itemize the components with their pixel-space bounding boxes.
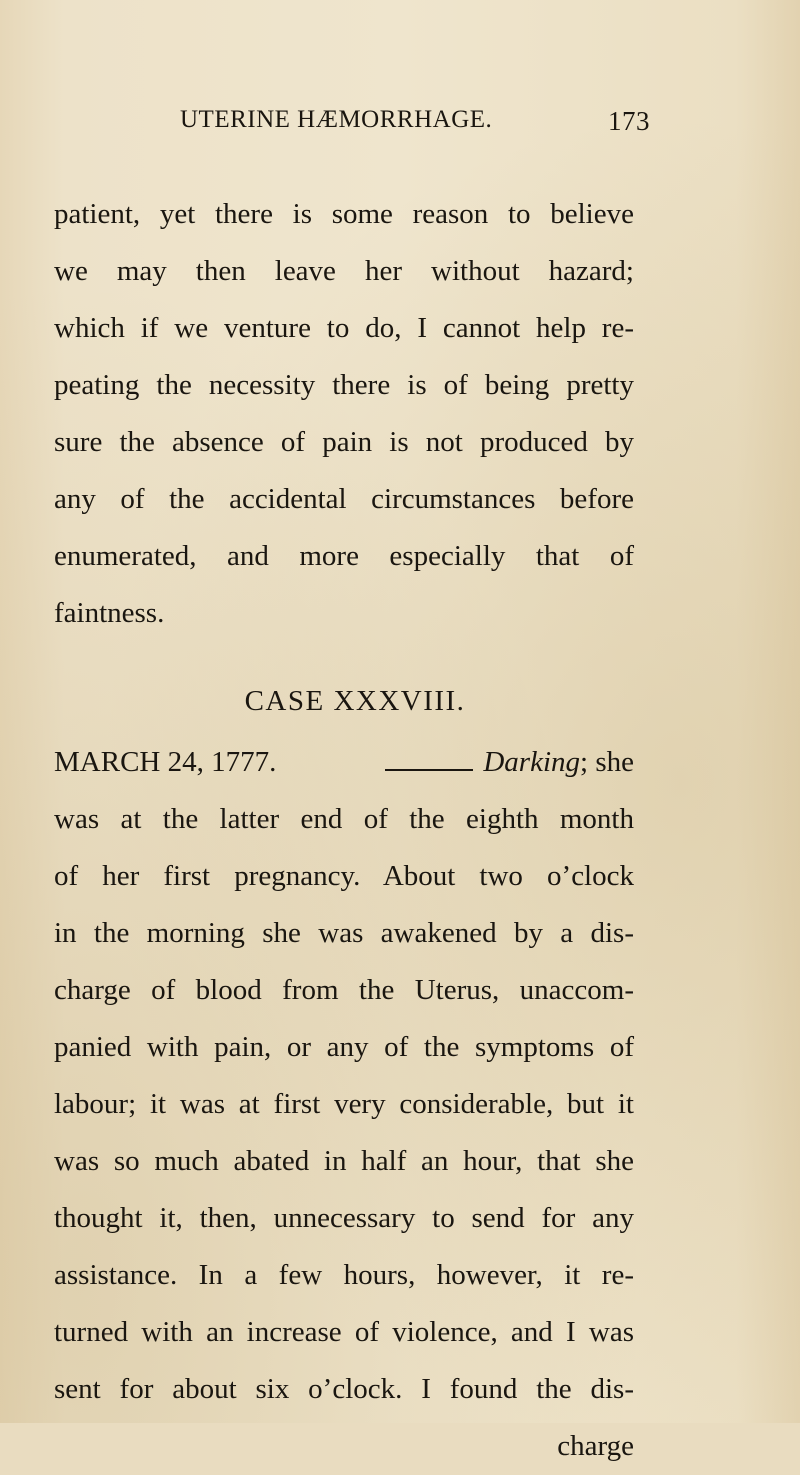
paragraph-continuation [54,186,634,642]
text-line: peating the necessity there is of being pretty [54,369,634,401]
text-line: any of the accidental circumstances before [54,483,634,515]
running-title: UTERINE HÆMORRHAGE. [180,106,493,133]
text-line: of her first pregnancy. About two o’clock [54,860,634,892]
text-line: was at the latter end of the eighth month [54,803,634,835]
case-place-suffix: ; she [580,746,634,778]
case-dateline [54,734,634,791]
text-line: in the morning she was awakened by a dis- [54,917,634,949]
page-number: 173 [608,106,650,136]
text-line: sure the absence of pain is not produced by [54,426,634,458]
text-line: panied with pain, or any of the symptoms of [54,1031,634,1063]
case-date: MARCH 24, 1777. [54,746,277,778]
text-line: charge of blood from the Uterus, unaccom- [54,974,634,1006]
text-line: enumerated, and more especially that of [54,540,634,572]
text-line: faintness. [54,597,165,629]
text-line: which if we venture to do, I cannot help re- [54,312,634,344]
text-line: labour; it was at first very considerable, but it [54,1088,634,1120]
case-heading: CASE XXXVIII. [244,685,466,717]
em-dash-rule [385,769,473,771]
case-place: Darking [483,746,581,778]
text-line: thought it, then, unnecessary to send for any [54,1202,634,1234]
text-line: we may then leave her without hazard; [54,255,634,287]
text-line: sent for about six o’clock. I found the dis- [54,1373,634,1405]
text-line: patient, yet there is some reason to believe [54,198,634,230]
case-paragraph [54,734,634,1475]
text-line: was so much abated in half an hour, that she [54,1145,634,1177]
page-body [54,186,634,1475]
text-line: turned with an increase of violence, and I was [54,1316,634,1348]
running-head [180,106,650,146]
catchword: charge [557,1430,634,1462]
text-line: assistance. In a few hours, however, it re- [54,1259,634,1291]
